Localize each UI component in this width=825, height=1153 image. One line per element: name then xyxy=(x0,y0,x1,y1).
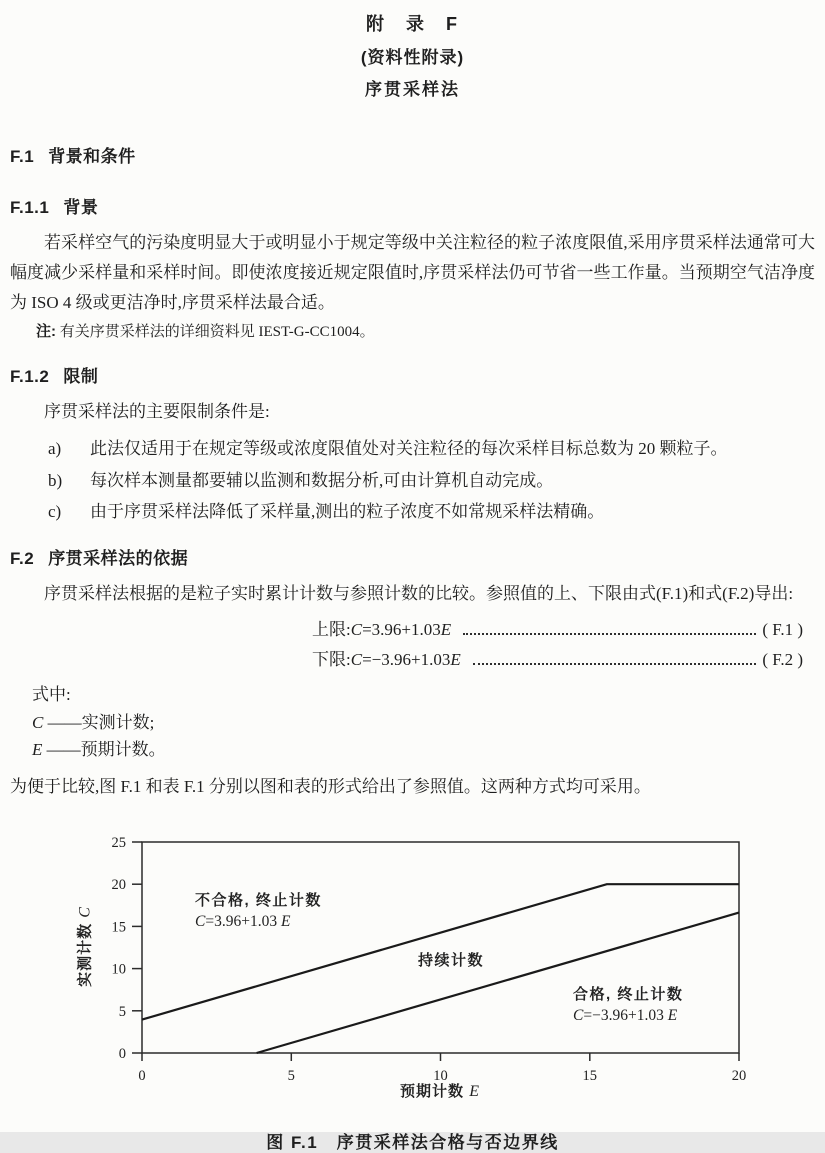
list-item xyxy=(10,496,815,528)
section-title: 限制 xyxy=(63,367,99,386)
annotation-label: 持续计数 xyxy=(418,951,485,969)
y-axis-title: 实测计数 C xyxy=(76,905,94,987)
equation-row-f2 xyxy=(312,645,803,675)
svg-text:20: 20 xyxy=(111,876,126,893)
section-heading-f12 xyxy=(10,362,815,387)
figure-f1 xyxy=(0,824,825,1106)
section-heading-f11 xyxy=(10,193,815,218)
list-item xyxy=(10,433,815,465)
x-axis-title: 预期计数 E xyxy=(400,1082,480,1100)
appendix-subtitle: (资料性附录) xyxy=(360,48,465,67)
equation-number: ( F.1 ) xyxy=(762,619,803,639)
svg-text:20: 20 xyxy=(731,1067,747,1084)
section-heading-f1 xyxy=(10,142,815,167)
svg-text:15: 15 xyxy=(582,1067,598,1084)
note xyxy=(10,320,815,344)
equation-formula: 上限:C=3.96+1.03E xyxy=(312,619,452,639)
section-number: F.2 xyxy=(10,548,35,568)
dot-leader xyxy=(473,663,757,665)
limitation-list xyxy=(10,433,815,528)
list-marker: b) xyxy=(48,470,63,490)
paragraph-f2: 序贯采样法根据的是粒子实时累计计数与参照计数的比较。参照值的上、下限由式(F.1)和式(F.2)导出: xyxy=(44,583,794,603)
list-text: 此法仅适用于在规定等级或浓度限值处对关注粒径的每次采样目标总数为 20 颗粒子。 xyxy=(90,439,728,458)
section-title: 背景和条件 xyxy=(48,147,136,166)
where-label: 式中: xyxy=(32,684,71,704)
annotation-label: 合格, 终止计数 xyxy=(573,985,684,1003)
section-title: 序贯采样法的依据 xyxy=(48,548,189,568)
chart-annotation xyxy=(573,984,683,1027)
section-title: 背景 xyxy=(63,198,99,217)
list-marker: a) xyxy=(48,439,62,458)
list-text: 由于序贯采样法降低了采样量,测出的粒子浓度不如常规采样法精确。 xyxy=(90,502,605,521)
chart-annotation-layer xyxy=(0,824,825,1106)
section-number: F.1.1 xyxy=(10,198,50,217)
svg-text:5: 5 xyxy=(287,1067,295,1084)
svg-text:0: 0 xyxy=(118,1045,126,1062)
section-heading-f2 xyxy=(10,544,815,569)
paragraph-f12-intro: 序贯采样法的主要限制条件是: xyxy=(44,402,270,421)
svg-text:0: 0 xyxy=(138,1067,146,1084)
appendix-name: 序贯采样法 xyxy=(365,80,460,99)
annotation-label: 不合格, 终止计数 xyxy=(195,891,322,909)
section-number: F.1 xyxy=(10,147,35,166)
annotation-formula: C=3.96+1.03 E xyxy=(195,912,291,930)
definition-e: E ——预期计数。 xyxy=(32,740,166,759)
svg-text:10: 10 xyxy=(433,1067,448,1084)
equation-row-f1 xyxy=(312,615,803,645)
annotation-formula: C=−3.96+1.03 E xyxy=(573,1006,678,1024)
svg-text:25: 25 xyxy=(111,834,126,851)
chart-annotation xyxy=(418,950,484,971)
equation-number: ( F.2 ) xyxy=(762,649,803,669)
svg-text:5: 5 xyxy=(118,1003,126,1020)
paragraph-f11: 若采样空气的污染度明显大于或明显小于规定等级中关注粒径的粒子浓度限值,采用序贯采样法通常可大幅度减少采样量和采样时间。即使浓度接近规定限值时,序贯采样法仍可节省一些工作量。当预期空气洁净度为 ISO 4 级或更洁净时,序贯采样法最合适。 xyxy=(10,233,815,312)
list-item xyxy=(10,465,815,497)
section-number: F.1.2 xyxy=(10,367,50,386)
svg-text:15: 15 xyxy=(111,918,126,935)
appendix-title-block xyxy=(10,10,815,100)
dot-leader xyxy=(463,633,756,635)
list-marker: c) xyxy=(48,502,62,521)
appendix-title: 附 录 F xyxy=(366,14,459,34)
equation-formula: 下限:C=−3.96+1.03E xyxy=(312,649,461,669)
list-text: 每次样本测量都要辅以监测和数据分析,可由计算机自动完成。 xyxy=(90,470,554,490)
chart-annotation xyxy=(195,890,322,933)
paragraph-f2-close: 为便于比较,图 F.1 和表 F.1 分别以图和表的形式给出了参照值。这两种方式均可采用。 xyxy=(10,776,651,796)
note-label: 注: xyxy=(36,323,56,340)
note-text: 有关序贯采样法的详细资料见 IEST-G-CC1004。 xyxy=(59,324,375,340)
definition-c: C ——实测计数; xyxy=(32,712,155,732)
figure-caption: 图 F.1 序贯采样法合格与否边界线 xyxy=(266,1132,559,1152)
equation-block xyxy=(10,615,815,675)
svg-text:10: 10 xyxy=(111,961,126,978)
